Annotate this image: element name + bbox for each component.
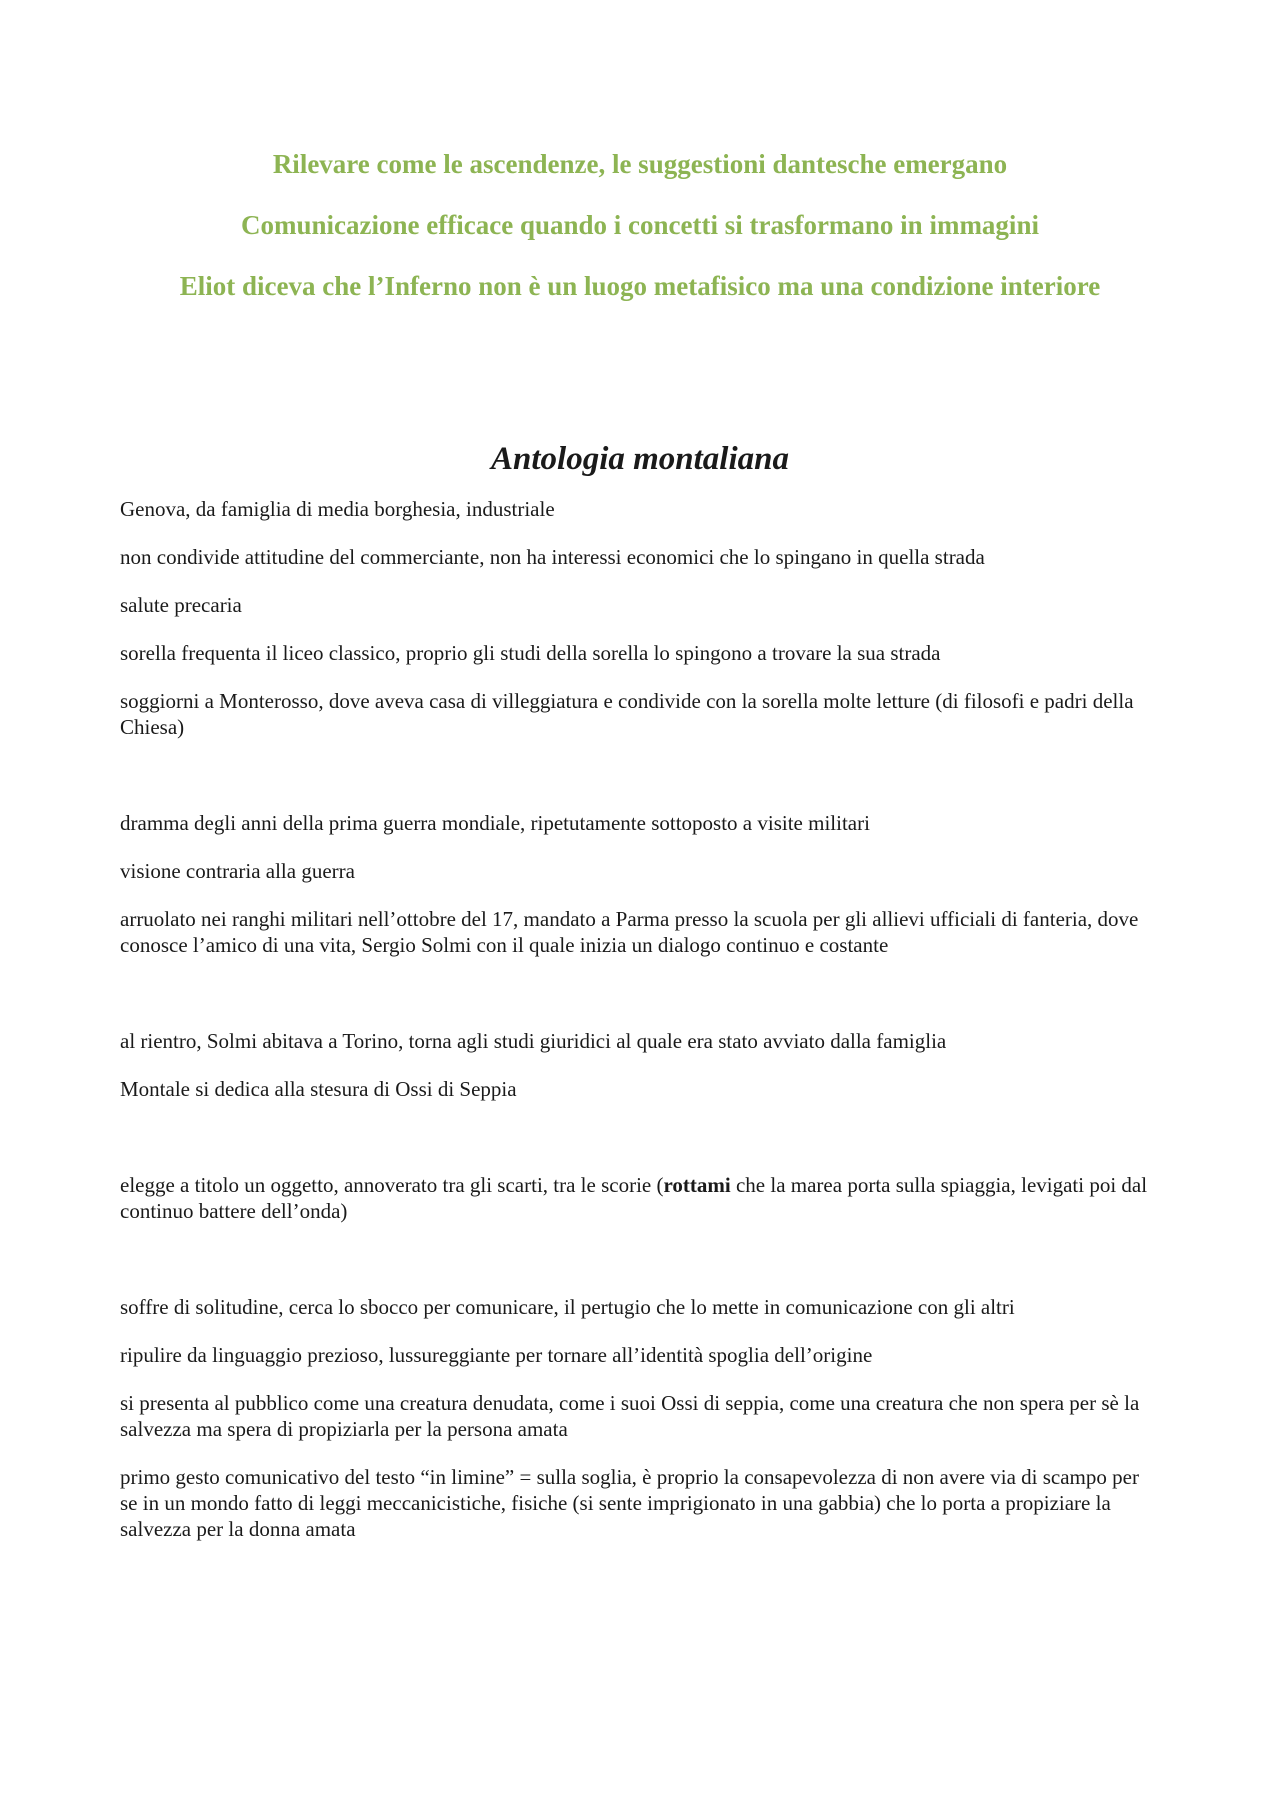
paragraph-5: soggiorni a Monterosso, dove aveva casa di villeggiatura e condivide con la sorella molte letture (di filosofi e padri della Chiesa) [120,689,1134,739]
paragraph-12: soffre di solitudine, cerca lo sbocco per comunicare, il pertugio che lo mette in comunicazione con gli altri [120,1295,1015,1319]
document-body [120,496,1160,1542]
highlight-heading-2: Comunicazione efficace quando i concetti si trasformano in immagini [241,210,1039,240]
paragraph-11-bold-term: rottami [663,1173,731,1197]
paragraph-14: si presenta al pubblico come una creatura denudata, come i suoi Ossi di seppia, come una creatura che non spera per sè la salvezza ma spera di propiziarla per la persona amata [120,1391,1140,1441]
paragraph-3: salute precaria [120,593,242,617]
paragraph-8: arruolato nei ranghi militari nell’ottobre del 17, mandato a Parma presso la scuola per gli allievi ufficiali di fanteria, dove conosce l’amico di una vita, Sergio Solmi con il quale inizia un dialogo continuo e costante [120,907,1139,957]
highlight-heading-1: Rilevare come le ascendenze, le suggestioni dantesche emergano [272,149,1008,179]
paragraph-11 [120,1172,1160,1224]
paragraph-15: primo gesto comunicativo del testo “in limine” = sulla soglia, è proprio la consapevolezza di non avere via di scampo per se in un mondo fatto di leggi meccanicistiche, fisiche (si sente imprigionato in una gabbia) che lo porta a propiziare la salvezza per la donna amata [120,1465,1139,1541]
paragraph-4: sorella frequenta il liceo classico, proprio gli studi della sorella lo spingono a trovare la sua strada [120,641,941,665]
paragraph-1: Genova, da famiglia di media borghesia, industriale [120,497,555,521]
highlight-heading-3: Eliot diceva che l’Inferno non è un luogo metafisico ma una condizione interiore [179,271,1101,301]
paragraph-13: ripulire da linguaggio prezioso, lussureggiante per tornare all’identità spoglia dell’origine [120,1343,873,1367]
paragraph-11-text-before: elegge a titolo un oggetto, annoverato tra gli scarti, tra le scorie ( [120,1173,664,1197]
paragraph-6: dramma degli anni della prima guerra mondiale, ripetutamente sottoposto a visite militari [120,811,870,835]
paragraph-2: non condivide attitudine del commerciante, non ha interessi economici che lo spingano in quella strada [120,545,985,569]
paragraph-7: visione contraria alla guerra [120,859,355,883]
paragraph-9: al rientro, Solmi abitava a Torino, torna agli studi giuridici al quale era stato avviato dalla famiglia [120,1029,947,1053]
paragraph-11-text-after: che la marea porta sulla spiaggia, levigati poi dal continuo battere dell’onda) [120,1173,1148,1223]
document-title: Antologia montaliana [491,441,789,477]
paragraph-10: Montale si dedica alla stesura di Ossi di Seppia [120,1077,517,1101]
